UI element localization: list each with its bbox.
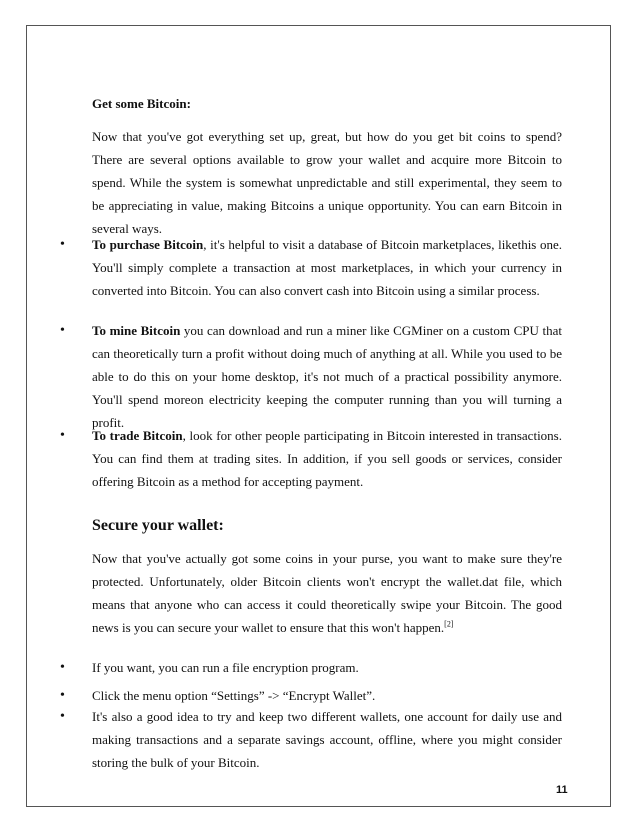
bullet-lead: To purchase Bitcoin (92, 237, 204, 252)
bullet-icon: • (60, 688, 65, 703)
bullet-icon: • (60, 660, 65, 675)
section-heading-secure-wallet: Secure your wallet: (92, 517, 224, 534)
bullet-text: , look for other people participating in Bitcoin interested in transactions. You can find them at trading sites. In addition, if you sell goods or services, consider offering Bitcoin as a method for accepting payment. (92, 428, 562, 489)
bullet-lead: To mine Bitcoin (92, 323, 181, 338)
bullet-trade (92, 424, 562, 493)
bullet-text: , it's helpful to visit a database of Bitcoin marketplaces, likethis one. You'll simply complete a transaction at most marketplaces, in which your currency in converted into Bitcoin. You can also convert cash into Bitcoin using a similar process. (92, 237, 562, 298)
bullet-menu-option: Click the menu option “Settings” -> “Encrypt Wallet”. (92, 688, 376, 703)
bullet-two-wallets: It's also a good idea to try and keep two different wallets, one account for daily use and making transactions and a separate savings account, offline, where you might consider storing the bulk of your Bitcoin. (92, 709, 562, 770)
bullet-encryption: If you want, you can run a file encryption program. (92, 660, 359, 675)
wallet-paragraph (92, 547, 562, 639)
wallet-text: Now that you've actually got some coins in your purse, you want to make sure they're protected. Unfortunately, older Bitcoin clients won't encrypt the wallet.dat file, which means that anyone who can access it could theoretically swipe your Bitcoin. The good news is you can secure your wallet to ensure that this won't happen. (92, 551, 562, 635)
bullet-text: you can download and run a miner like CGMiner on a custom CPU that can theoretically turn a profit without doing much of anything at all. While you used to be able to do this on your home desktop, it's not much of a practical possibility anymore. You'll spend moreon electricity keeping the computer running than you will turning a profit. (92, 323, 562, 430)
bullet-lead: To trade Bitcoin (92, 428, 183, 443)
bullet-icon: • (60, 709, 65, 724)
intro-paragraph: Now that you've got everything set up, great, but how do you get bit coins to spend? There are several options available to grow your wallet and acquire more Bitcoin to spend. While the system is somewhat unpredictable and still experimental, they seem to be appreciating in value, making Bitcoins a unique opportunity. You can earn Bitcoin in several ways. (92, 129, 562, 236)
bullet-icon: • (60, 428, 65, 443)
bullet-mine (92, 319, 562, 434)
page-number: 11 (556, 784, 568, 796)
bullet-icon: • (60, 323, 65, 338)
section-heading-get-bitcoin: Get some Bitcoin: (92, 96, 191, 111)
bullet-purchase (92, 233, 562, 302)
citation-link[interactable]: [2] (444, 619, 454, 629)
bullet-icon: • (60, 237, 65, 252)
